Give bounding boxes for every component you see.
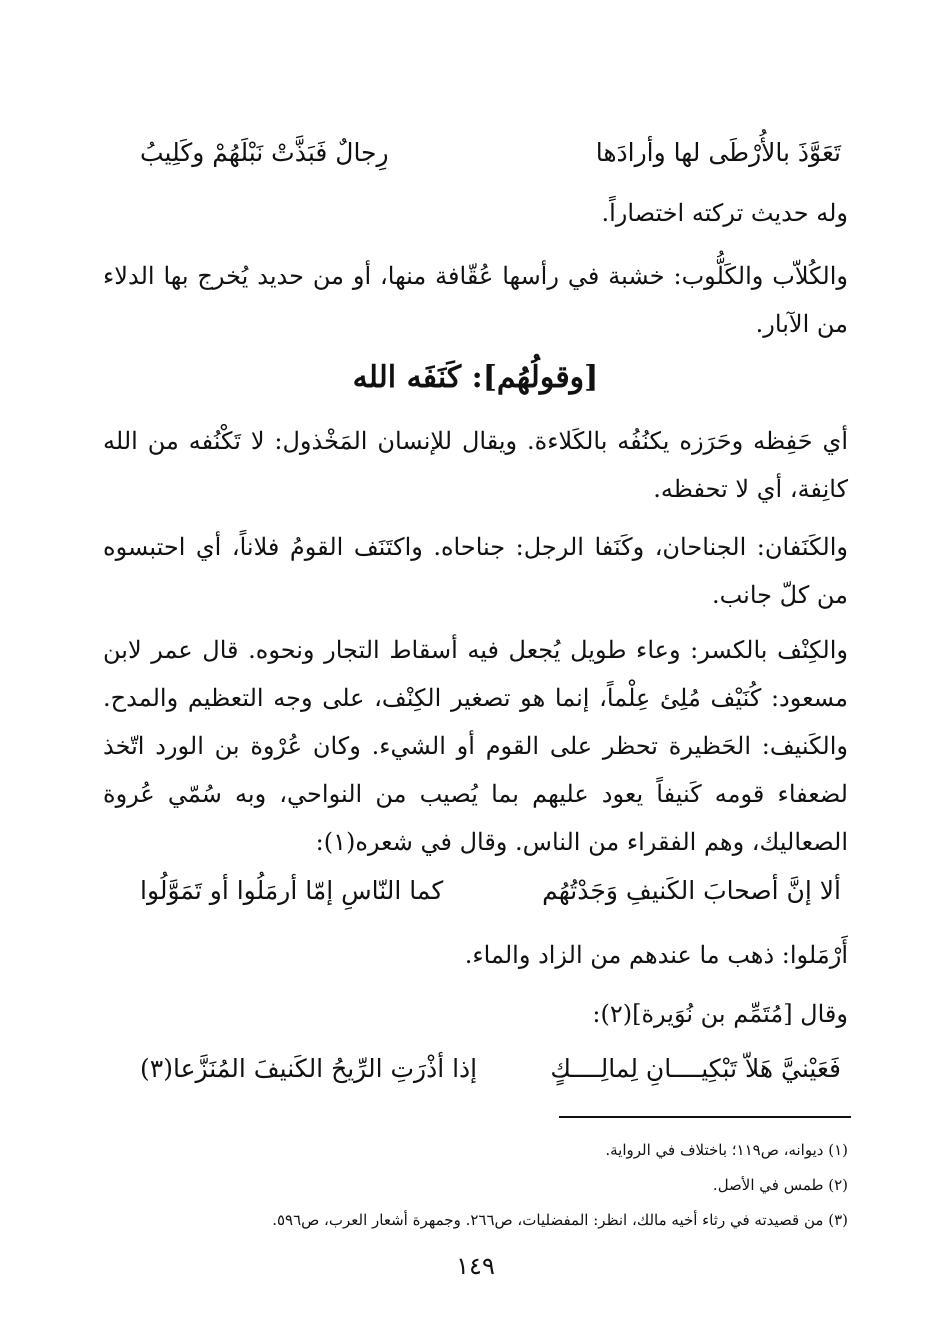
- page-number: ١٤٩: [456, 1252, 495, 1280]
- footnote-1: (١) ديوانه، ص١١٩؛ باختلاف في الرواية.: [605, 1141, 848, 1159]
- paragraph-4: والكَنَفان: الجناحان، وكَنَفا الرجل: جناحاه. واكتَنَف القومُ فلاناً، أي احتبسوه من كلّ جانب.: [103, 533, 848, 609]
- verse-1-second-hemistich: رِجالٌ فَبَذَّتْ نَبْلَهُمْ وكَلِيبُ: [140, 137, 389, 167]
- verse-2-first-hemistich: ألا إنَّ أصحابَ الكَنيفِ وَجَدْتُهُم: [542, 875, 841, 905]
- paragraph-3: أي حَفِظه وحَرَزه يكنُفُه بالكَلاءة. ويقال للإنسان المَخْذول: لا تَكْنُفه من الله كانِفة، أي لا تحفظه.: [103, 427, 848, 503]
- paragraph-5: والكِنْف بالكسر: وعاء طويل يُجعل فيه أسقاط التجار ونحوه. قال عمر لابن مسعود: كُنَيْف مُلِئ عِلْماً، إنما هو تصغير الكِنْف، على وجه التعظيم والمدح. والكَنيف: الحَظيرة تحظر على القوم أو الشيء. وكان عُرْوة بن الورد اتّخذ لضعفاء قومه كَنيفاً يعود عليهم بما يُصيب من النواحي، وبه سُمّي عُروة الصعاليك، وهم الفقراء من الناس. وقال في شعره(١):: [103, 636, 848, 856]
- verse-line-1: [140, 129, 841, 175]
- verse-3-second-hemistich: إذا أذْرَتِ الرِّيحُ الكَنيفَ المُنَزَّعا(٣): [140, 1053, 478, 1083]
- verse-2-second-hemistich: كما النّاسِ إمّا أرمَلُوا أو تَمَوَّلُوا: [140, 875, 444, 905]
- footnote-2: (٢) طمس في الأصل.: [712, 1176, 848, 1194]
- footnote-divider: [559, 1116, 851, 1118]
- paragraph-2: والكُلاّب والكَلُّوب: خشبة في رأسها عُقّافة منها، أو من حديد يُخرج بها الدلاء من الآبار.: [103, 262, 848, 338]
- verse-1-first-hemistich: تَعَوَّذَ بالأُرْطَى لها وأرادَها: [595, 137, 841, 167]
- verse-line-2: [140, 867, 841, 913]
- paragraph-7: وقال [مُتَمِّم بن نُوَيرة](٢):: [592, 1000, 848, 1028]
- verse-line-3: [140, 1045, 841, 1091]
- paragraph-6: أَرْمَلوا: ذهب ما عندهم من الزاد والماء.: [464, 941, 848, 969]
- paragraph-1: وله حديث تركته اختصاراً.: [601, 199, 848, 227]
- section-heading: [وقولُهُم]: كَنَفَه الله: [352, 360, 599, 395]
- verse-3-first-hemistich: فَعَيْنيَّ هَلاّ تَبْكِيــــانِ لِمالِــــكٍ: [550, 1053, 841, 1083]
- footnote-3: (٣) من قصيدته في رثاء أخيه مالك، انظر: المفضليات، ص٢٦٦. وجمهرة أشعار العرب، ص٥٩٦.: [272, 1211, 848, 1229]
